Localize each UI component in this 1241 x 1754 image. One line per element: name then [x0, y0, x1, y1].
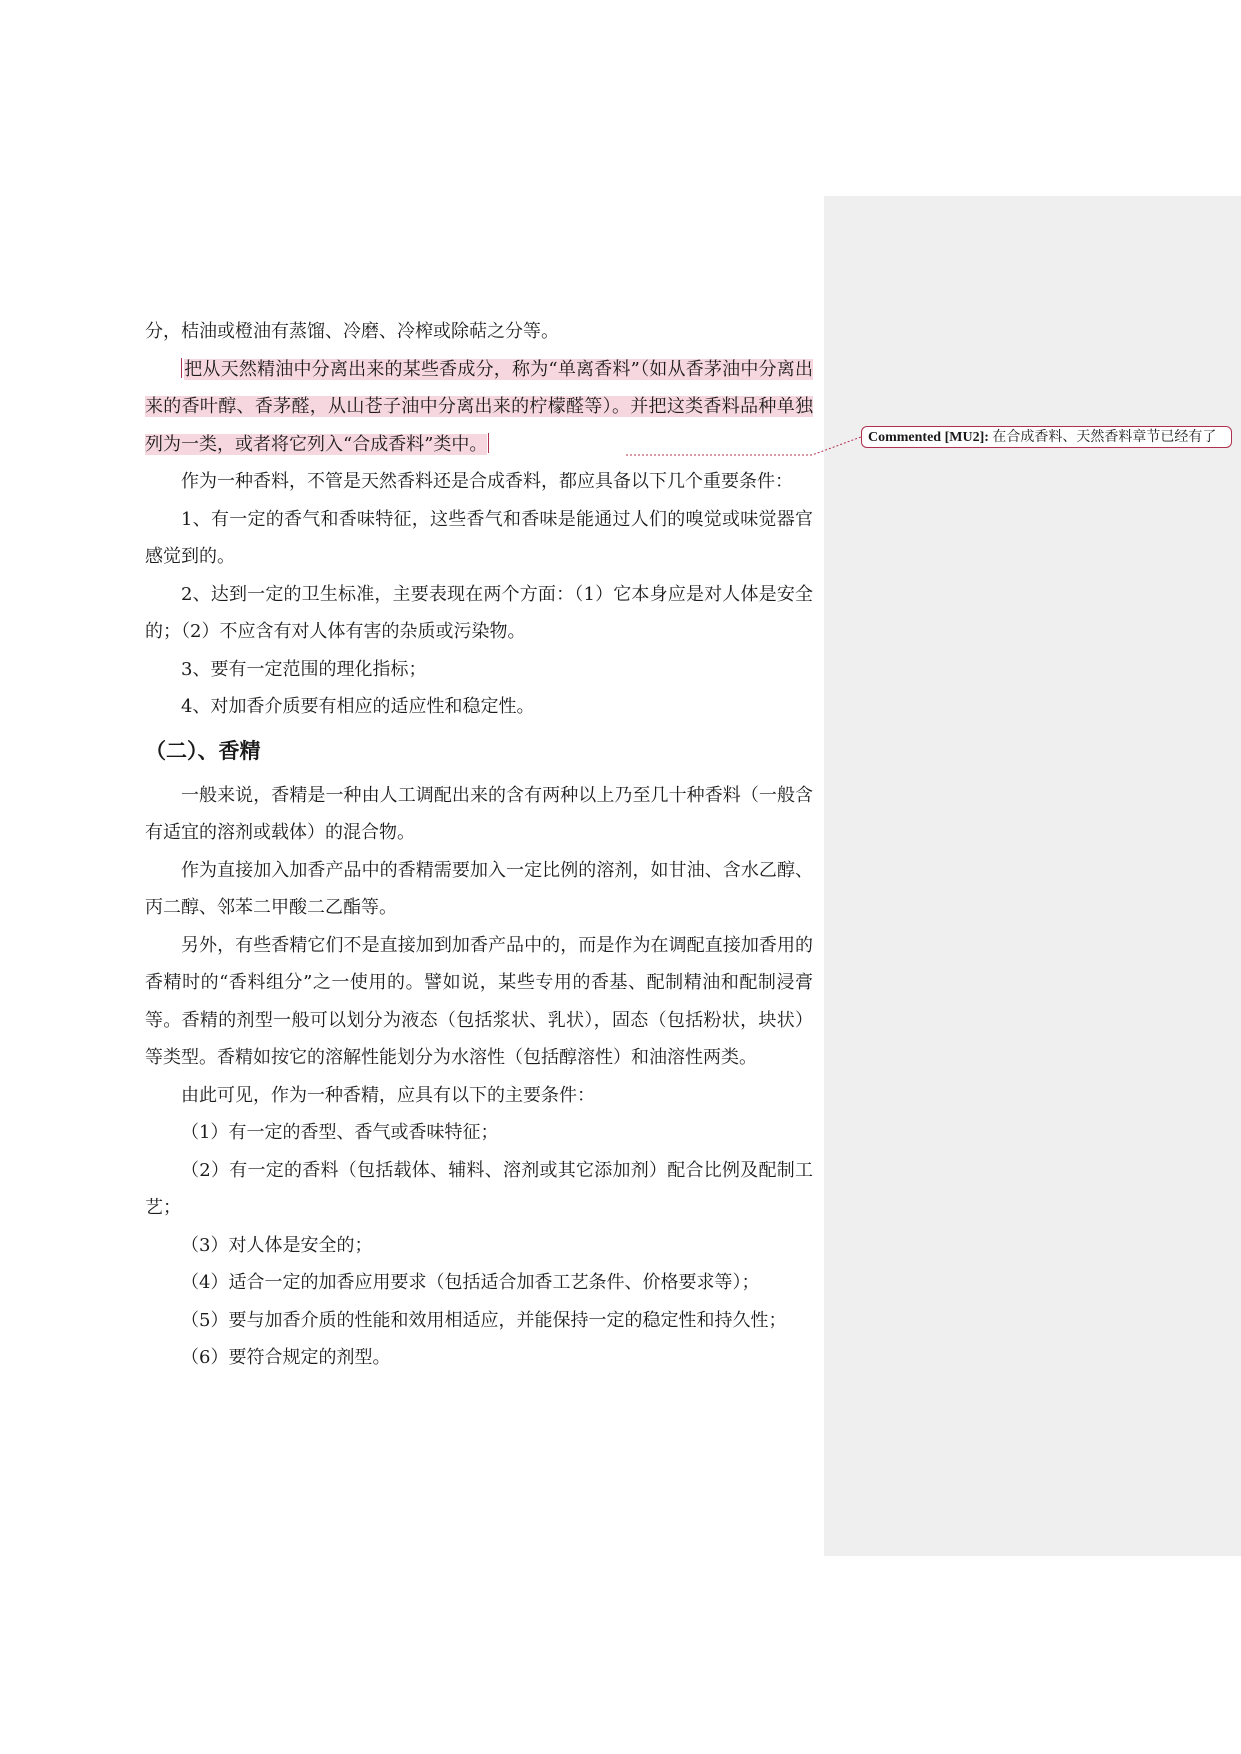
comment-balloon[interactable]	[861, 426, 1232, 448]
paragraph-15: （4）适合一定的加香应用要求（包括适合加香工艺条件、价格要求等）；	[181, 1272, 760, 1293]
paragraph-12: （1）有一定的香型、香气或香味特征；	[181, 1122, 499, 1143]
paragraph-9: 作为直接加入加香产品中的香精需要加入一定比例的溶剂，如甘油、含水乙醇、丙二醇、邻苯二甲酸二乙酯等。	[145, 859, 813, 918]
document-body	[145, 313, 813, 1377]
paragraph-17: （6）要符合规定的剂型。	[181, 1347, 391, 1368]
comment-range-end	[488, 433, 490, 453]
comment-margin-panel	[824, 196, 1241, 1556]
comment-text: 在合成香料、天然香料章节已经有了	[992, 430, 1217, 445]
comment-author: Commented [MU2]:	[868, 430, 989, 445]
paragraph-6: 4、对加香介质要有相应的适应性和稳定性。	[181, 696, 535, 717]
paragraph-4: 2、达到一定的卫生标准，主要表现在两个方面：（1）它本身应是对人体是安全的；（2）不应含有对人体有害的杂质或污染物。	[145, 583, 813, 642]
commented-text[interactable]: 把从天然精油中分离出来的某些香成分，称为“单离香料”（如从香茅油中分离出来的香叶醇、香茅醛，从山苍子油中分离出来的柠檬醛等）。并把这类香料品种单独列为一类，或者将它列入“合成香料”类中。	[145, 358, 813, 455]
paragraph-13: （2）有一定的香料（包括载体、辅料、溶剂或其它添加剂）配合比例及配制工艺；	[145, 1159, 813, 1218]
paragraph-14: （3）对人体是安全的；	[181, 1234, 373, 1256]
comment-range-start	[181, 358, 183, 378]
paragraph-8: 一般来说，香精是一种由人工调配出来的含有两种以上乃至几十种香料（一般含有适宜的溶剂或载体）的混合物。	[145, 784, 813, 843]
paragraph-2: 作为一种香料，不管是天然香料还是合成香料，都应具备以下几个重要条件：	[181, 471, 793, 492]
paragraph-10: 另外，有些香精它们不是直接加到加香产品中的，而是作为在调配直接加香用的香精时的“香料组分”之一使用的。譬如说，某些专用的香基、配制精油和配制浸膏等。香精的剂型一般可以划分为液态（包括浆状、乳状），固态（包括粉状，块状）等类型。香精如按它的溶解性能划分为水溶性（包括醇溶性）和油溶性两类。	[145, 934, 813, 1068]
paragraph-commented	[145, 351, 813, 464]
paragraph-5: 3、要有一定范围的理化指标；	[181, 658, 427, 680]
paragraph-11: 由此可见，作为一种香精，应具有以下的主要条件：	[181, 1084, 595, 1106]
paragraph-3: 1、有一定的香气和香味特征，这些香气和香味是能通过人们的嗅觉或味觉器官感觉到的。	[145, 508, 813, 567]
paragraph-0: 分，桔油或橙油有蒸馏、冷磨、冷榨或除萜之分等。	[145, 321, 559, 342]
paragraph-16: （5）要与加香介质的性能和效用相适应，并能保持一定的稳定性和持久性；	[181, 1309, 787, 1331]
section-heading: （二）、香精	[145, 738, 261, 763]
